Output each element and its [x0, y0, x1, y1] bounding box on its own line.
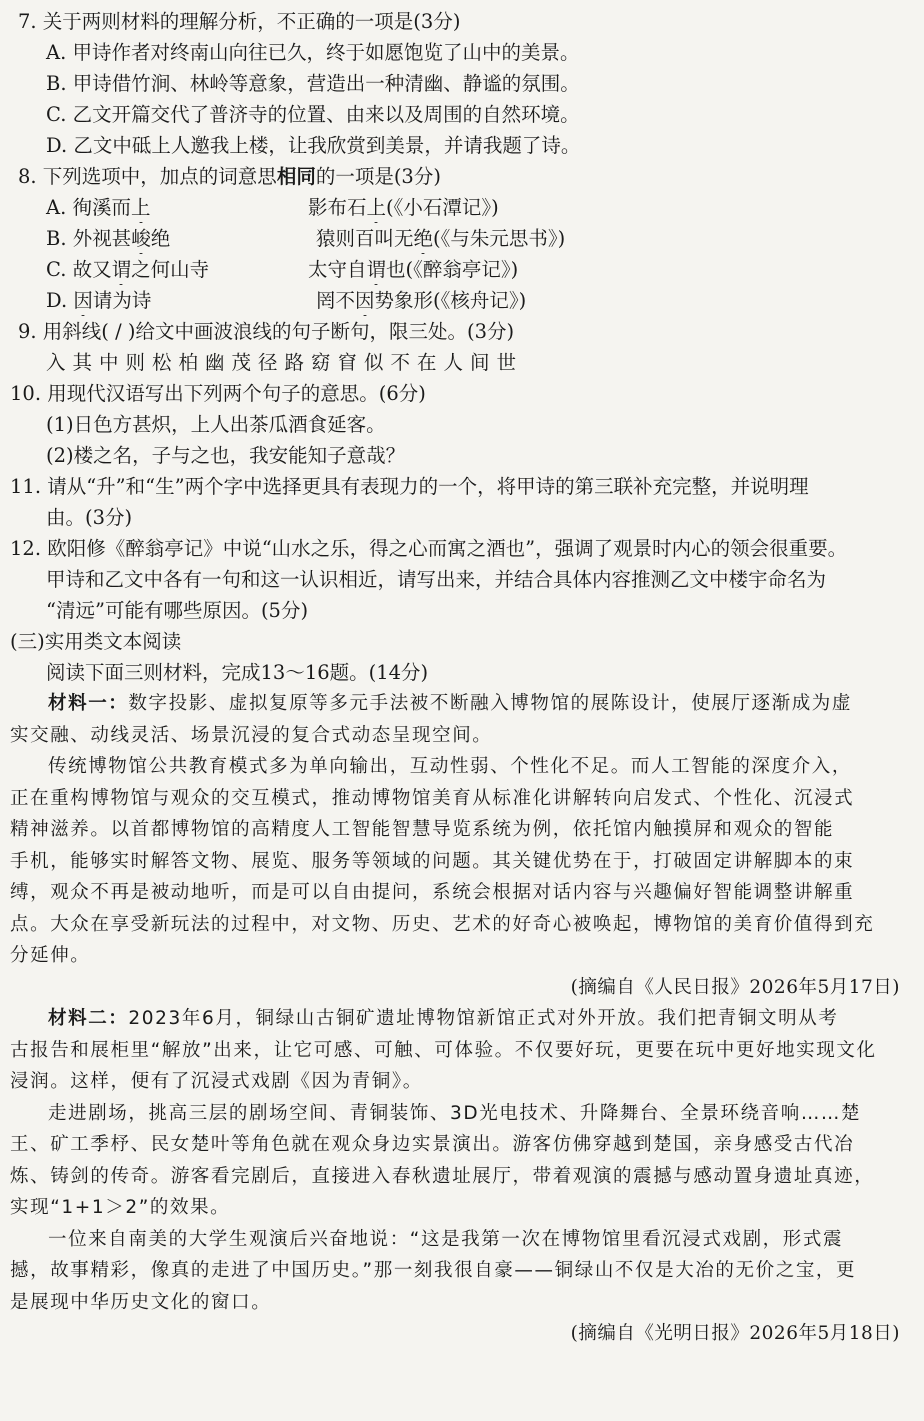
material1-source: (摘编自《人民日报》2026年5月17日)	[570, 976, 900, 998]
material2-first-line	[10, 1003, 910, 1035]
material1-paragraph-line: 手机，能够实时解答文物、展览、服务等领域的问题。其关键优势在于，打破固定讲解脚本的束	[10, 850, 855, 872]
q8-option-left	[46, 223, 308, 254]
q8-b-right-dotted-char: 绝	[414, 223, 434, 254]
material2-paragraph-line: 是展现中华历史文化的窗口。	[10, 1291, 272, 1313]
q7-option-b: B. 甲诗借竹涧、林岭等意象，营造出一种清幽、静谧的氛围。	[46, 72, 580, 95]
q8-option-d	[10, 285, 910, 316]
q8-c-left-post: 之何山寺	[131, 258, 210, 281]
q8-stem-emphasis: 相同	[276, 165, 316, 188]
q8-a-left-dotted-char: 上	[131, 192, 151, 223]
q8-b-left-dotted-char: 峻	[131, 223, 151, 254]
q8-b-left-post: 绝	[150, 227, 171, 250]
q9-stem: 9. 用斜线( / )给文中画波浪线的句子断句，限三处。(3分)	[18, 320, 515, 343]
q8-d-right-pre: 罔不	[316, 289, 356, 312]
q8-option-right	[308, 192, 499, 223]
q12-line-2: 甲诗和乙文中各有一句和这一认识相近，请写出来，并结合具体内容推测乙文中楼宇命名为	[46, 568, 827, 591]
q12-line-3: “清远”可能有哪些原因。(5分)	[46, 599, 309, 622]
q7-option-c: C. 乙文开篇交代了普济寺的位置、由来以及周围的自然环境。	[46, 103, 580, 126]
material2-label: 材料二：	[48, 1008, 129, 1029]
material2-line: 古报告和展柜里“解放”出来，让它可感、可触、可体验。不仅要好玩，更要在玩中更好地实现文化	[10, 1039, 877, 1061]
q8-stem-prefix: 8. 下列选项中，加点的词意思	[18, 165, 277, 188]
q8-c-right-pre: 太守自	[308, 258, 367, 281]
q8-c-right-dotted-char: 谓	[367, 254, 387, 285]
q8-option-a	[10, 192, 910, 223]
q10-item-1: (1)日色方甚炽，上人出茶瓜酒食延客。	[46, 413, 386, 436]
material1-paragraph-line: 精神滋养。以首都博物馆的高精度人工智能智慧导览系统为例，依托馆内触摸屏和观众的智能	[10, 819, 835, 840]
material2-paragraph-line: 炼、铸剑的传奇。游客看完剧后，直接进入春秋遗址展厅，带着观演的震撼与感动置身遗址真迹，	[10, 1165, 875, 1187]
q8-option-c	[10, 254, 910, 285]
q12-line-1: 12. 欧阳修《醉翁亭记》中说“山水之乐，得之心而寓之酒也”，强调了观景时内心的领会很重要。	[10, 537, 848, 560]
q11-line-1: 11. 请从“升”和“生”两个字中选择更具有表现力的一个，将甲诗的第三联补充完整，并说明理	[10, 475, 809, 498]
q11-line-2: 由。(3分)	[46, 506, 133, 529]
section-title: (三)实用类文本阅读	[10, 630, 182, 653]
q8-option-left	[46, 285, 308, 316]
material2-paragraph-line: 一位来自南美的大学生观演后兴奋地说：“这是我第一次在博物馆里看沉浸式戏剧，形式震	[48, 1228, 844, 1250]
section-instruction: 阅读下面三则材料，完成13～16题。(14分)	[46, 661, 429, 684]
q8-stem	[10, 161, 910, 192]
q8-c-left-pre: C. 故又	[46, 258, 112, 281]
material2-paragraph-line: 撼，故事精彩，像真的走进了中国历史。”那一刻我很自豪——铜绿山不仅是大冶的无价之宝，更	[10, 1260, 857, 1281]
q8-stem-suffix: 的一项是(3分)	[315, 165, 441, 188]
q10-item-2: (2)楼之名，子与之也，我安能知子意哉？	[46, 444, 406, 467]
q8-d-left-dotted-char: 因	[73, 285, 93, 316]
material2-source: (摘编自《光明日报》2026年5月18日)	[570, 1323, 900, 1344]
q8-option-left	[46, 192, 308, 223]
q7-option-d: D. 乙文中砥上人邀我上楼，让我欣赏到美景，并请我题了诗。	[46, 134, 581, 157]
q8-a-right-post: (《小石潭记》)	[386, 196, 499, 219]
material1-line: 实交融、动线灵活、场景沉浸的复合式动态呈现空间。	[10, 724, 493, 746]
q8-option-right	[308, 285, 526, 316]
q8-option-right	[308, 223, 565, 254]
q8-option-right	[308, 254, 518, 285]
q8-d-left-pre: D.	[46, 289, 74, 312]
q8-a-right-dotted-char: 上	[367, 192, 387, 223]
q8-d-left-post: 请为诗	[92, 289, 152, 312]
q8-d-right-post: 势象形(《核舟记》)	[374, 289, 527, 312]
q8-a-right-pre: 影布石	[308, 196, 367, 219]
q8-option-b	[10, 223, 910, 254]
q8-c-left-dotted-char: 谓	[112, 254, 132, 285]
material1-text: 数字投影、虚拟复原等多元手法被不断融入博物馆的展陈设计，使展厅逐渐成为虚	[128, 693, 853, 714]
q7-option-a: A. 甲诗作者对终南山向往已久，终于如愿饱览了山中的美景。	[46, 41, 580, 64]
material1-paragraph-line: 正在重构博物馆与观众的交互模式，推动博物馆美育从标准化讲解转向启发式、个性化、沉浸式	[10, 787, 855, 809]
material1-paragraph-line: 点。大众在享受新玩法的过程中，对文物、历史、艺术的好奇心被唤起，博物馆的美育价值得到充	[10, 913, 875, 935]
material1-paragraph-line: 传统博物馆公共教育模式多为单向输出，互动性弱、个性化不足。而人工智能的深度介入，	[48, 756, 853, 777]
q8-b-right-pre: 猿则百叫无	[316, 227, 414, 250]
q10-stem: 10. 用现代汉语写出下列两个句子的意思。(6分)	[10, 382, 426, 405]
material1-first-line	[10, 688, 910, 720]
material1-label: 材料一：	[48, 693, 129, 714]
material2-text: 2023年6月，铜绿山古铜矿遗址博物馆新馆正式对外开放。我们把青铜文明从考	[128, 1008, 839, 1029]
q8-option-left	[46, 254, 308, 285]
q9-sentence: 入其中则松柏幽茂径路窈窅似不在人间世	[46, 351, 524, 374]
material1-paragraph-line: 缚，观众不再是被动地听，而是可以自由提问，系统会根据对话内容与兴趣偏好智能调整讲解重	[10, 882, 855, 903]
material1-paragraph-line: 分延伸。	[10, 945, 91, 966]
q8-b-right-post: (《与朱元思书》)	[433, 227, 566, 250]
q8-b-left-pre: B. 外视甚	[46, 227, 132, 250]
material2-paragraph-line: 王、矿工季杼、民女楚叶等角色就在观众身边实景演出。游客仿佛穿越到楚国，亲身感受古代冶	[10, 1134, 855, 1155]
material2-line: 浸润。这样，便有了沉浸式戏剧《因为青铜》。	[10, 1071, 423, 1092]
material2-paragraph-line: 实现“1+1＞2”的效果。	[10, 1197, 231, 1218]
q7-stem: 7. 关于两则材料的理解分析，不正确的一项是(3分)	[18, 10, 461, 33]
material2-paragraph-line: 走进剧场，挑高三层的剧场空间、青铜装饰、3D光电技术、升降舞台、全景环绕音响……楚	[48, 1102, 862, 1124]
q8-d-right-dotted-char: 因	[355, 285, 375, 316]
q8-a-left-pre: A. 徇溪而	[46, 196, 131, 219]
q8-c-right-post: 也(《醉翁亭记》)	[386, 258, 519, 281]
